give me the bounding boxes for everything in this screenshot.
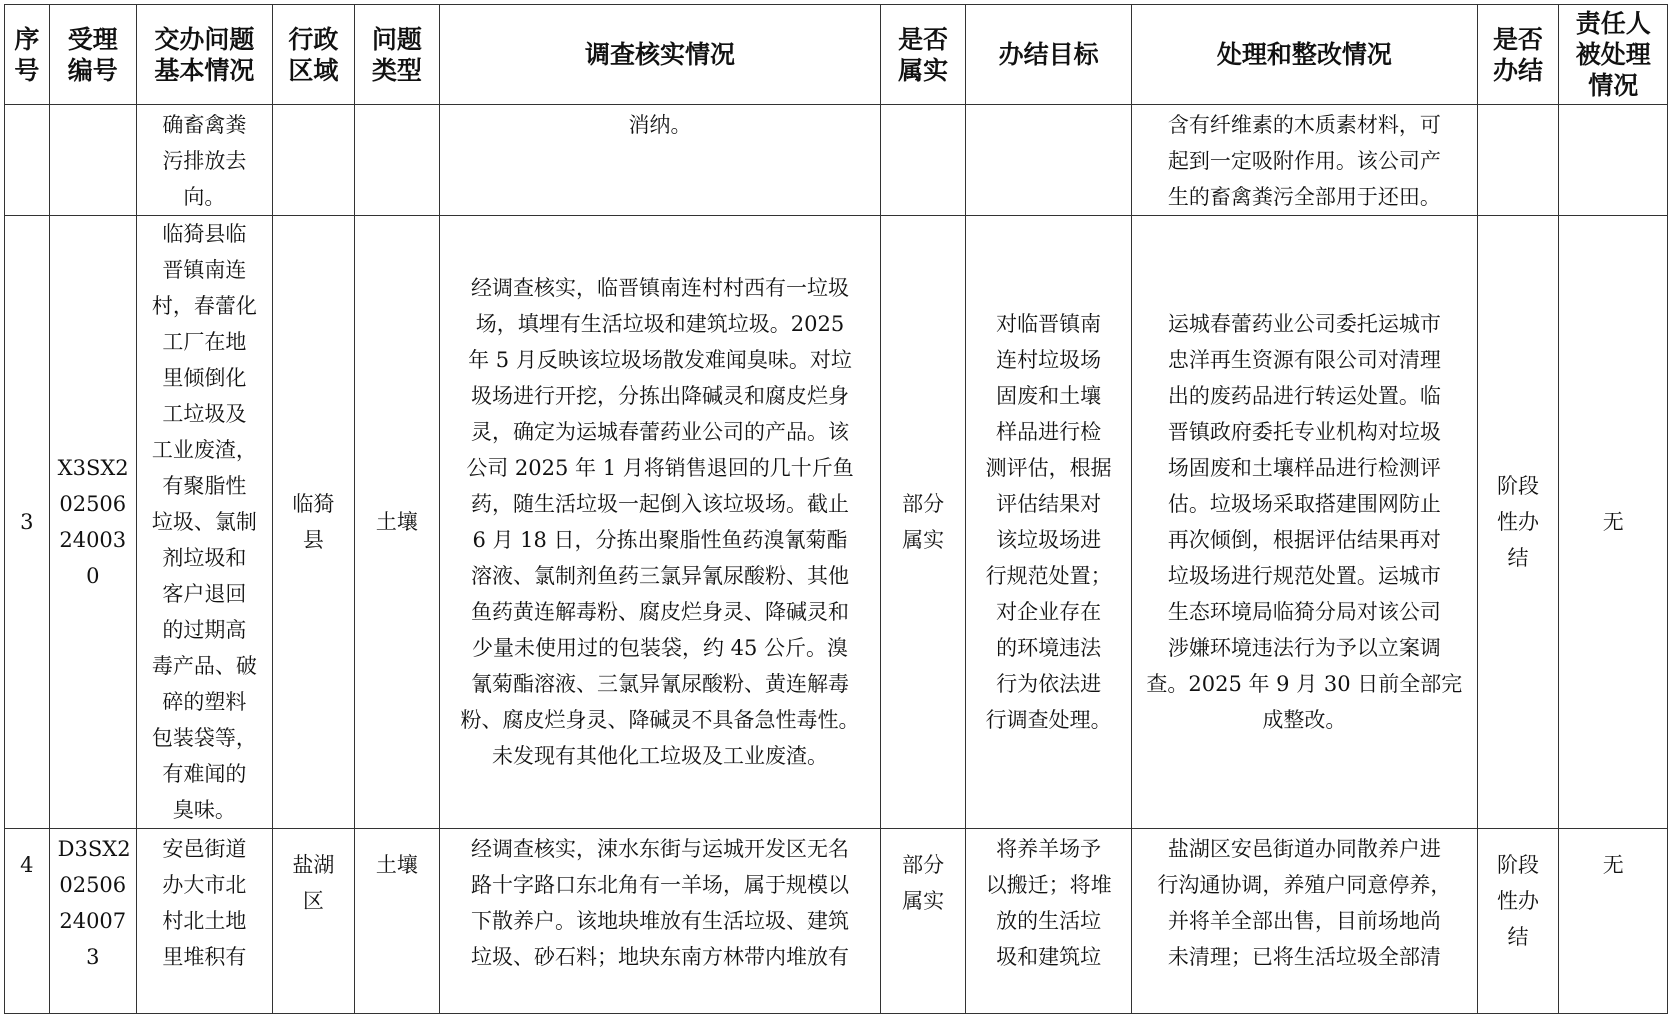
cell-region — [272, 105, 354, 216]
cell-type: 土壤 — [354, 216, 439, 829]
cell-verified: 部分 属实 — [881, 829, 966, 1014]
cell-accountability — [1559, 105, 1668, 216]
cell-accountability: 无 — [1559, 829, 1668, 1014]
header-verified: 是否 属实 — [881, 5, 966, 105]
cell-investigation: 经调查核实，涑水东街与运城开发区无名 路十字路口东北角有一羊场，属于规模以 下散养户。该地块堆放有生活垃圾、建筑 垃圾、砂石料；地块东南方林带内堆放有 — [439, 829, 880, 1014]
header-issue: 交办问题 基本情况 — [136, 5, 272, 105]
document-page — [4, 4, 1668, 1014]
header-closed: 是否 办结 — [1477, 5, 1559, 105]
header-row — [5, 5, 1668, 105]
cell-handling: 盐湖区安邑街道办同散养户进 行沟通协调，养殖户同意停养， 并将羊全部出售，目前场地尚 未清理；已将生活垃圾全部清 — [1132, 829, 1478, 1014]
cell-investigation: 经调查核实，临晋镇南连村村西有一垃圾 场，填埋有生活垃圾和建筑垃圾。2025 年 5 月反映该垃圾场散发难闻臭味。对垃 圾场进行开挖，分拣出降碱灵和腐皮烂身 灵，确定为运城春蕾药业公司的产品。该 公司 2025 年 1 月将销售退回的几十斤鱼 药，随生活垃圾一起倒入该垃圾场。截止 6 月 18 日，分拣出聚脂性鱼药溴氰菊酯 溶液、氯制剂鱼药三氯异氰尿酸粉、其他 鱼药黄连解毒粉、腐皮烂身灵、降碱灵和 少量未使用过的包装袋，约 45 公斤。溴 氰菊酯溶液、三氯异氰尿酸粉、黄连解毒 粉、腐皮烂身灵、降碱灵不具备急性毒性。 未发现有其他化工垃圾及工业废渣。 — [439, 216, 880, 829]
cell-id — [49, 105, 136, 216]
table-row — [5, 105, 1668, 216]
header-goal: 办结目标 — [966, 5, 1132, 105]
cell-issue: 安邑街道 办大市北 村北土地 里堆积有 — [136, 829, 272, 1014]
table-row — [5, 216, 1668, 829]
supervision-table — [4, 4, 1668, 1014]
cell-goal: 将养羊场予 以搬迁；将堆 放的生活垃 圾和建筑垃 — [966, 829, 1132, 1014]
cell-closed: 阶段 性办 结 — [1477, 216, 1559, 829]
header-accountability: 责任人 被处理 情况 — [1559, 5, 1668, 105]
cell-id: D3SX2 02506 24007 3 — [49, 829, 136, 1014]
cell-accountability: 无 — [1559, 216, 1668, 829]
cell-seq: 3 — [5, 216, 50, 829]
cell-handling: 运城春蕾药业公司委托运城市 忠洋再生资源有限公司对清理 出的废药品进行转运处置。临 晋镇政府委托专业机构对垃圾 场固废和土壤样品进行检测评 估。垃圾场采取搭建围网防止 再次倾倒，根据评估结果再对 垃圾场进行规范处置。运城市 生态环境局临猗分局对该公司 涉嫌环境违法行为予以立案调 查。2025 年 9 月 30 日前全部完 成整改。 — [1132, 216, 1478, 829]
cell-id: X3SX2 02506 24003 0 — [49, 216, 136, 829]
cell-investigation: 消纳。 — [439, 105, 880, 216]
header-handling: 处理和整改情况 — [1132, 5, 1478, 105]
cell-type: 土壤 — [354, 829, 439, 1014]
cell-verified: 部分 属实 — [881, 216, 966, 829]
table-row — [5, 829, 1668, 1014]
cell-handling: 含有纤维素的木质素材料，可 起到一定吸附作用。该公司产 生的畜禽粪污全部用于还田。 — [1132, 105, 1478, 216]
cell-closed — [1477, 105, 1559, 216]
cell-goal — [966, 105, 1132, 216]
header-region: 行政 区域 — [272, 5, 354, 105]
header-investigation: 调查核实情况 — [439, 5, 880, 105]
cell-region: 临猗 县 — [272, 216, 354, 829]
cell-goal: 对临晋镇南 连村垃圾场 固废和土壤 样品进行检 测评估，根据 评估结果对 该垃圾场进 行规范处置； 对企业存在 的环境违法 行为依法进 行调查处理。 — [966, 216, 1132, 829]
cell-issue: 确畜禽粪 污排放去 向。 — [136, 105, 272, 216]
header-id: 受理 编号 — [49, 5, 136, 105]
cell-region: 盐湖 区 — [272, 829, 354, 1014]
cell-seq: 4 — [5, 829, 50, 1014]
cell-seq — [5, 105, 50, 216]
header-seq: 序 号 — [5, 5, 50, 105]
cell-type — [354, 105, 439, 216]
header-type: 问题 类型 — [354, 5, 439, 105]
cell-verified — [881, 105, 966, 216]
cell-issue: 临猗县临 晋镇南连 村，春蕾化 工厂在地 里倾倒化 工垃圾及 工业废渣， 有聚脂性 垃圾、氯制 剂垃圾和 客户退回 的过期高 毒产品、破 碎的塑料 包装袋等， 有难闻的 臭味。 — [136, 216, 272, 829]
cell-closed: 阶段 性办 结 — [1477, 829, 1559, 1014]
